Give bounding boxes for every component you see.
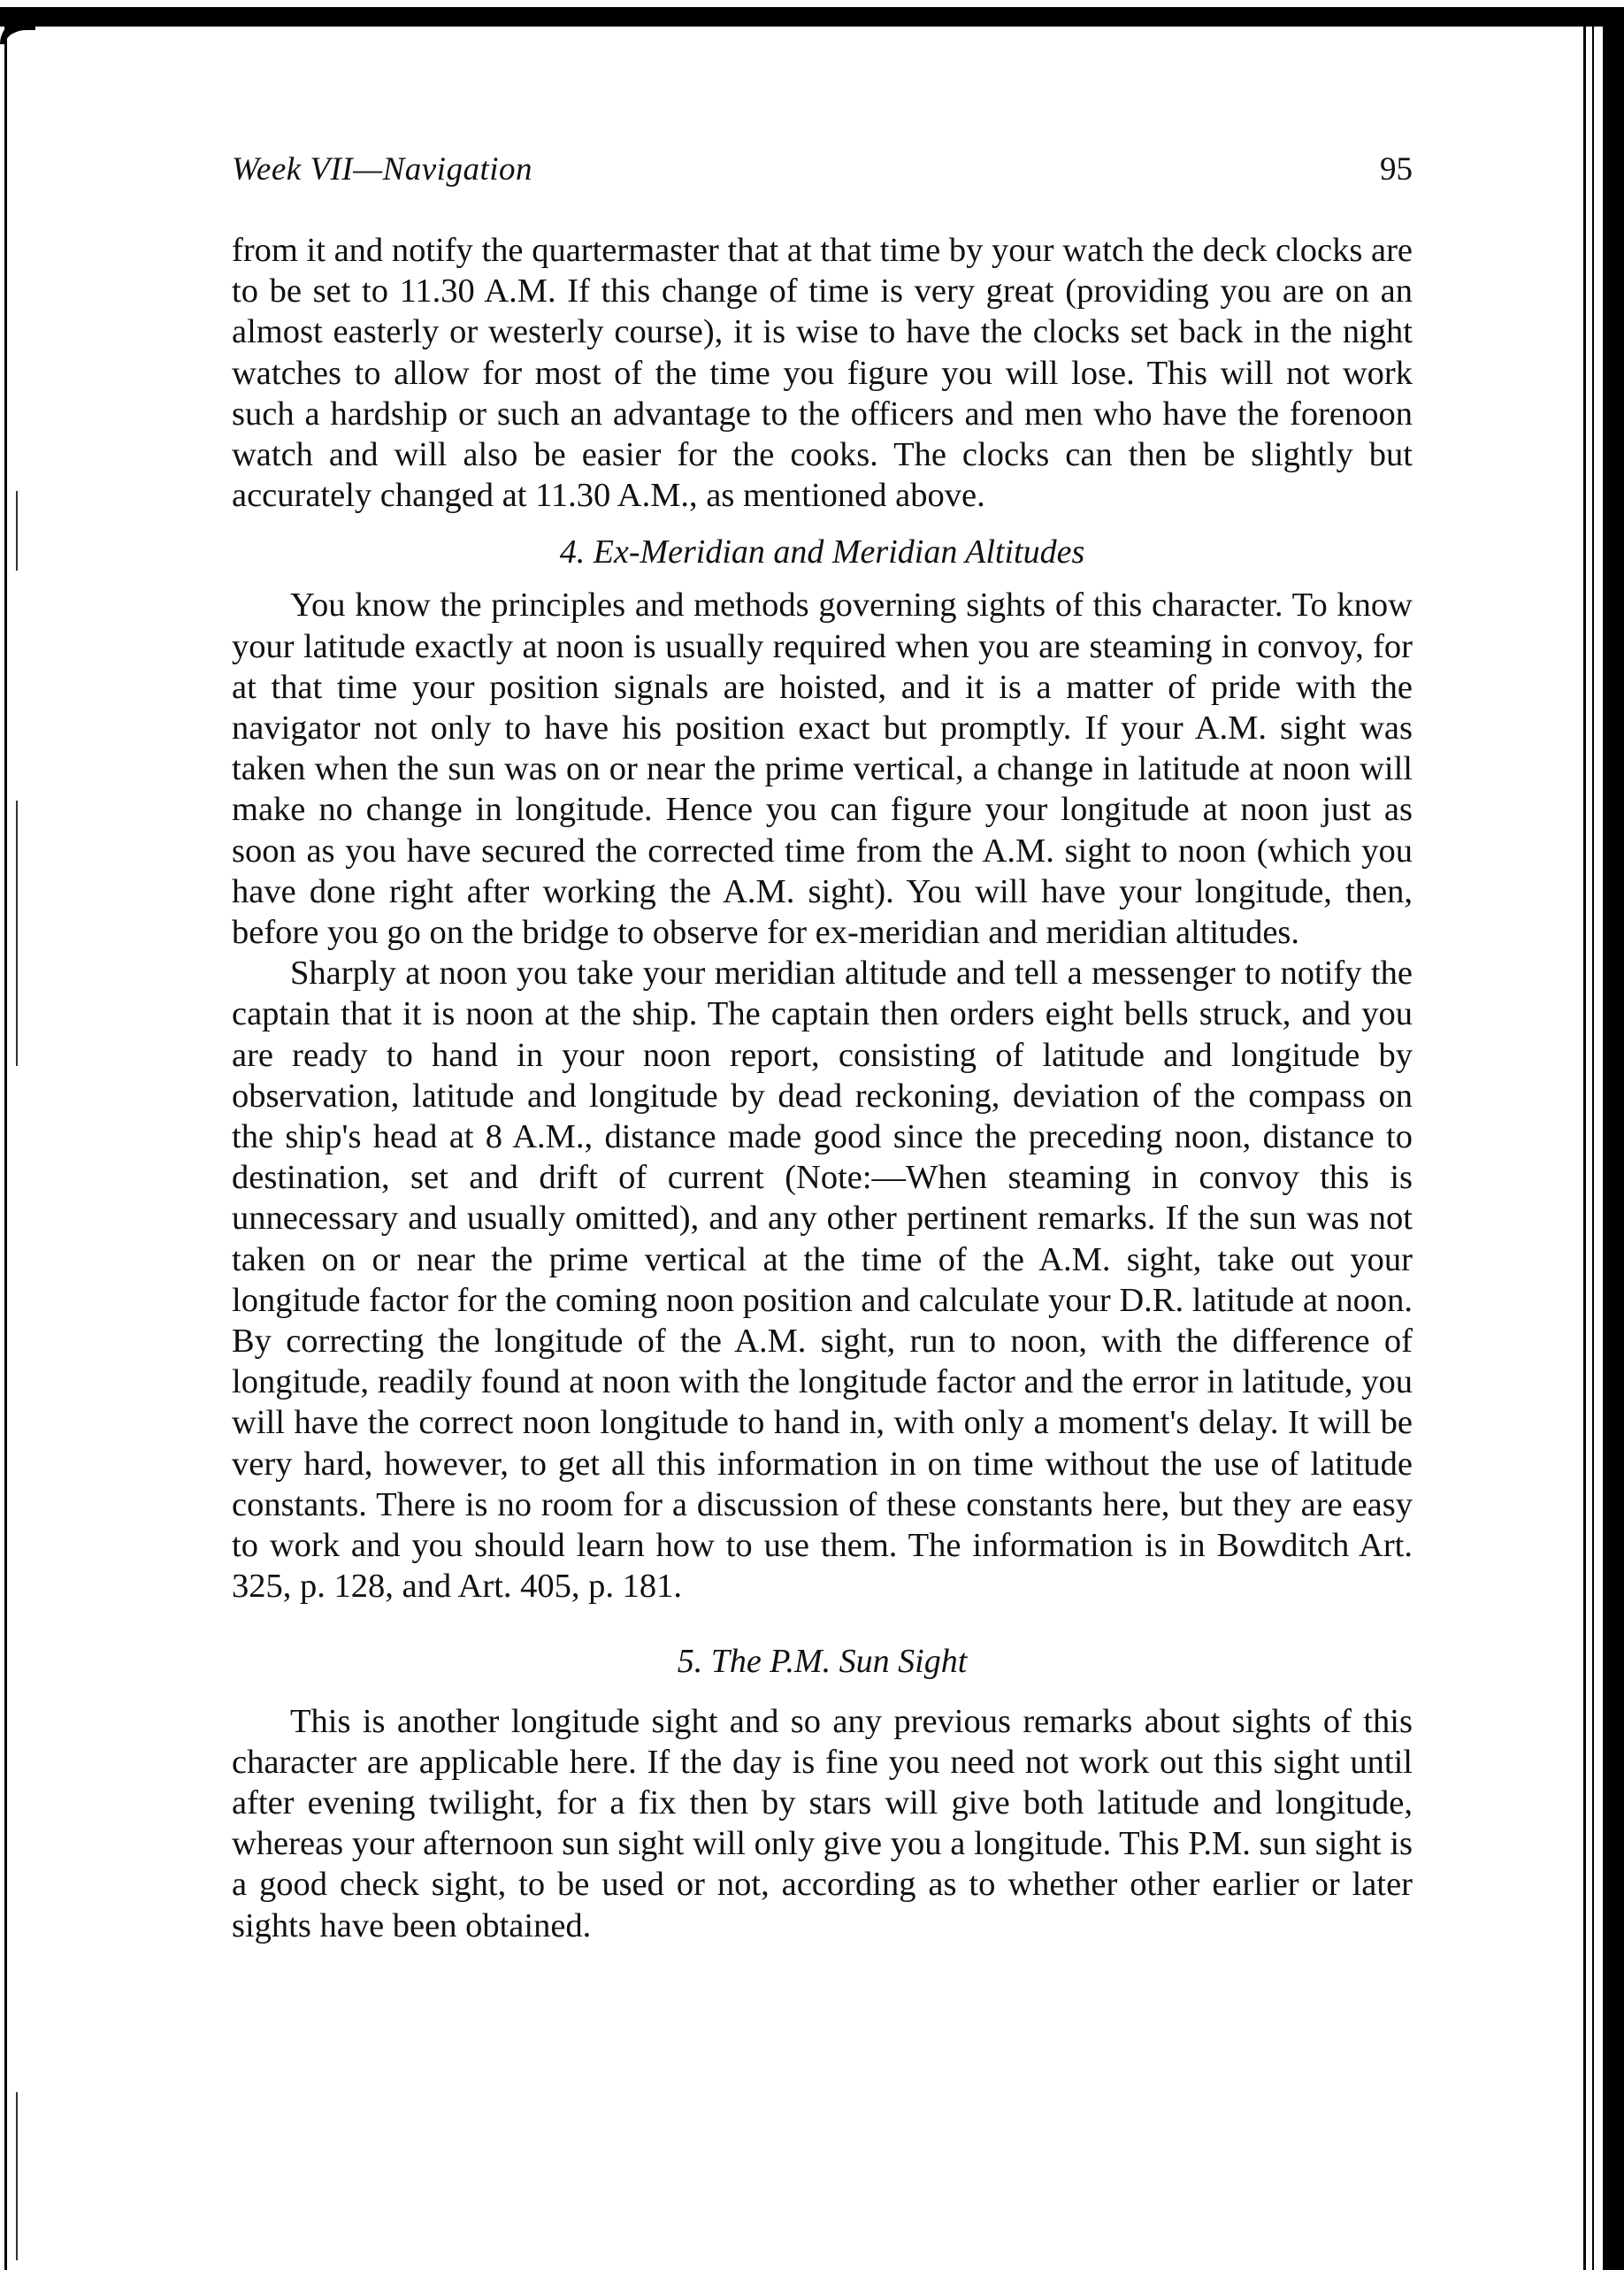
scan-margin-mark xyxy=(16,801,18,1066)
scan-right-border xyxy=(1592,27,1594,2270)
section-heading: 4. Ex-Meridian and Meridian Altitudes xyxy=(559,533,1085,571)
scan-top-border xyxy=(0,7,1624,27)
page-number: 95 xyxy=(1380,151,1413,188)
section-heading: 5. The P.M. Sun Sight xyxy=(677,1642,968,1680)
paragraph: This is another longitude sight and so any previous remarks about sights of this character are applicable here. If the day is fine you need not work out this sight until after evening twilight, for a fix then by stars will give both latitude and longitude, whereas your afternoon sun sight will only give you a longitude. This P.M. sun sight is a good check sight, to be used or not, according as to whether other earlier or later sights have been obtained. xyxy=(232,1702,1413,1944)
running-head-title: Week VII—Navigation xyxy=(232,151,533,188)
paragraph: You know the principles and methods governing sights of this character. To know your latitude exactly at noon is usually required when you are steaming in convoy, for at that time your position signals are hoisted, and it is a matter of pride with the navigator not only to have his position exact but promptly. If your A.M. sight was taken when the sun was on or near the prime vertical, a change in latitude at noon will make no change in longitude. Hence you can figure your longitude at noon just as soon as you have secured the corrected time from the A.M. sight to noon (which you have done right after working the A.M. sight). You will have your longitude, then, before you go on the bridge to observe for ex-meridian and meridian altitudes. xyxy=(232,587,1413,952)
scan-left-border xyxy=(4,27,7,2270)
paragraph: from it and notify the quartermaster that at that time by your watch the deck clocks are to be set to 11.30 A.M. If this change of time is very great (providing you are on an almost easterly or westerly course), it is wise to have the clocks set back in the night watches to allow for most of the time you figure you will lose. This will not work such a hardship or such an advantage to the officers and men who have the forenoon watch and will also be easier for the cooks. The clocks can then be slightly but accurately changed at 11.30 A.M., as mentioned above. xyxy=(232,232,1413,515)
body-text xyxy=(232,230,1413,1946)
book-page xyxy=(232,150,1413,1946)
scan-right-border xyxy=(1583,27,1586,2270)
scan-right-border xyxy=(1603,27,1624,2270)
running-head xyxy=(232,150,1413,203)
paragraph: Sharply at noon you take your meridian altitude and tell a messenger to notify the captain that it is noon at the ship. The captain then orders eight bells struck, and you are ready to hand in your noon report, consisting of latitude and longitude by observation, latitude and longitude by dead reckoning, deviation of the compass on the ship's head at 8 A.M., distance made good since the preceding noon, distance to destination, set and drift of current (Note:—When steaming in convoy this is unnecessary and usually omitted), and any other pertinent remarks. If the sun was not taken on or near the prime vertical at the time of the A.M. sight, take out your longitude factor for the coming noon position and calculate your D.R. latitude at noon. By correcting the longitude of the A.M. sight, run to noon, with the difference of longitude, readily found at noon with the longitude factor and the error in latitude, you will have the correct noon longitude to hand in, with only a moment's delay. It will be very hard, however, to get all this information in on time without the use of latitude constants. There is no room for a discussion of these constants here, but they are easy to work and you should learn how to use them. The information is in Bowditch Art. 325, p. 128, and Art. 405, p. 181. xyxy=(232,955,1413,1606)
scan-margin-mark xyxy=(16,2092,18,2260)
scan-margin-mark xyxy=(16,491,18,571)
